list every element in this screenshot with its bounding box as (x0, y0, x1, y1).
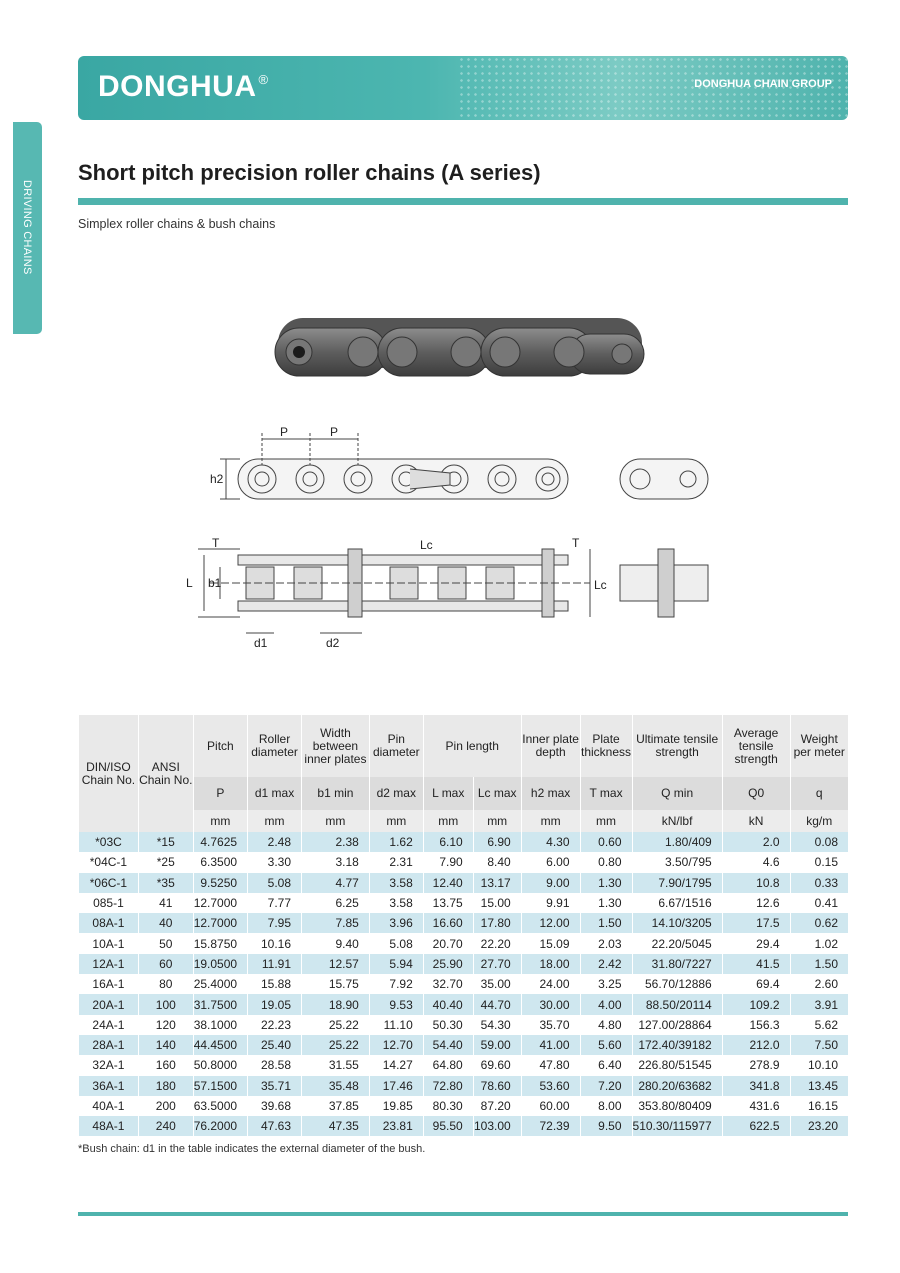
col-roller: Roller diameter (248, 715, 302, 777)
table-cell: 56.70/12886 (632, 974, 722, 994)
dim-label-l: L (186, 576, 193, 590)
table-row (79, 1096, 849, 1116)
table-cell: 80.30 (423, 1096, 473, 1116)
table-cell: 6.67/1516 (632, 893, 722, 913)
table-cell: 2.03 (580, 933, 632, 953)
table-cell: 88.50/20114 (632, 994, 722, 1014)
table-cell: 0.41 (790, 893, 848, 913)
table-cell: 25.4000 (193, 974, 247, 994)
col-uts: Ultimate tensile strength (632, 715, 722, 777)
col-depth: Inner plate depth (521, 715, 580, 777)
unit-cell: mm (473, 810, 521, 832)
table-cell: 3.50/795 (632, 852, 722, 872)
table-cell: 9.53 (369, 994, 423, 1014)
table-cell: 60 (138, 954, 193, 974)
unit-cell: mm (248, 810, 302, 832)
table-cell: 39.68 (248, 1096, 302, 1116)
table-cell: 40.40 (423, 994, 473, 1014)
table-cell: 431.6 (722, 1096, 790, 1116)
table-cell: 5.08 (369, 933, 423, 953)
table-cell: 14.10/3205 (632, 913, 722, 933)
table-cell: 4.6 (722, 852, 790, 872)
table-cell: 1.80/409 (632, 832, 722, 852)
col-ansi: ANSI Chain No. (138, 715, 193, 832)
table-cell: 47.63 (248, 1116, 302, 1136)
table-cell: 11.10 (369, 1015, 423, 1035)
table-cell: 6.3500 (193, 852, 247, 872)
col-din: DIN/ISO Chain No. (79, 715, 139, 832)
table-row (79, 873, 849, 893)
table-cell: 12.70 (369, 1035, 423, 1055)
table-cell: 13.45 (790, 1076, 848, 1096)
dim-label-h2: h2 (210, 472, 224, 486)
table-cell: 20.70 (423, 933, 473, 953)
symbol-cell: b1 min (302, 777, 370, 810)
table-cell: 23.20 (790, 1116, 848, 1136)
table-cell: 24A-1 (79, 1015, 139, 1035)
table-cell: 2.48 (248, 832, 302, 852)
table-cell: 226.80/51545 (632, 1055, 722, 1075)
table-cell: 76.2000 (193, 1116, 247, 1136)
table-cell: 44.70 (473, 994, 521, 1014)
table-cell: 7.85 (302, 913, 370, 933)
table-cell: 3.25 (580, 974, 632, 994)
table-cell: 25.22 (302, 1015, 370, 1035)
dim-label-t: T (572, 536, 580, 550)
table-cell: 40 (138, 913, 193, 933)
dim-label-t: T (212, 536, 220, 550)
table-cell: *15 (138, 832, 193, 852)
table-cell: 341.8 (722, 1076, 790, 1096)
col-avg: Average tensile strength (722, 715, 790, 777)
table-row (79, 1015, 849, 1035)
table-cell: 54.40 (423, 1035, 473, 1055)
table-cell: 25.40 (248, 1035, 302, 1055)
table-row (79, 1116, 849, 1136)
table-row (79, 893, 849, 913)
table-cell: 12.40 (423, 873, 473, 893)
table-cell: 22.20/5045 (632, 933, 722, 953)
page-subtitle: Simplex roller chains & bush chains (78, 217, 276, 231)
col-width: Width between inner plates (302, 715, 370, 777)
unit-cell: mm (193, 810, 247, 832)
table-cell: 13.75 (423, 893, 473, 913)
symbol-cell: Q min (632, 777, 722, 810)
unit-cell: mm (580, 810, 632, 832)
symbol-cell: L max (423, 777, 473, 810)
table-cell: 18.00 (521, 954, 580, 974)
table-cell: 13.17 (473, 873, 521, 893)
table-cell: 7.50 (790, 1035, 848, 1055)
table-cell: 3.58 (369, 873, 423, 893)
table-cell: 50 (138, 933, 193, 953)
table-cell: 22.20 (473, 933, 521, 953)
table-cell: 19.0500 (193, 954, 247, 974)
table-cell: 57.1500 (193, 1076, 247, 1096)
table-cell: 37.85 (302, 1096, 370, 1116)
table-cell: 23.81 (369, 1116, 423, 1136)
table-cell: 7.20 (580, 1076, 632, 1096)
table-cell: 54.30 (473, 1015, 521, 1035)
footnote: *Bush chain: d1 in the table indicates the external diameter of the bush. (78, 1143, 426, 1155)
table-row (79, 1055, 849, 1075)
table-cell: 280.20/63682 (632, 1076, 722, 1096)
unit-row (79, 810, 849, 832)
symbol-cell: Lc max (473, 777, 521, 810)
table-cell: 53.60 (521, 1076, 580, 1096)
table-cell: 1.50 (790, 954, 848, 974)
table-cell: 4.7625 (193, 832, 247, 852)
table-cell: 6.10 (423, 832, 473, 852)
table-cell: 35.71 (248, 1076, 302, 1096)
dim-label-lc: Lc (420, 538, 433, 552)
table-cell: 12.7000 (193, 893, 247, 913)
table-cell: 15.75 (302, 974, 370, 994)
table-cell: 32A-1 (79, 1055, 139, 1075)
table-cell: 11.91 (248, 954, 302, 974)
table-cell: 59.00 (473, 1035, 521, 1055)
table-cell: 156.3 (722, 1015, 790, 1035)
table-cell: 9.00 (521, 873, 580, 893)
table-cell: 25.90 (423, 954, 473, 974)
table-cell: 5.08 (248, 873, 302, 893)
table-cell: 278.9 (722, 1055, 790, 1075)
table-cell: 38.1000 (193, 1015, 247, 1035)
table-cell: 5.60 (580, 1035, 632, 1055)
unit-cell: kg/m (790, 810, 848, 832)
table-cell: 15.00 (473, 893, 521, 913)
table-cell: 240 (138, 1116, 193, 1136)
table-cell: 17.5 (722, 913, 790, 933)
table-cell: 29.4 (722, 933, 790, 953)
table-row (79, 832, 849, 852)
table-cell: *04C-1 (79, 852, 139, 872)
table-cell: 40A-1 (79, 1096, 139, 1116)
table-cell: 3.91 (790, 994, 848, 1014)
table-cell: 31.7500 (193, 994, 247, 1014)
unit-cell: mm (521, 810, 580, 832)
table-cell: 24.00 (521, 974, 580, 994)
dim-label-b1: b1 (208, 576, 222, 590)
table-cell: 353.80/80409 (632, 1096, 722, 1116)
table-cell: 4.77 (302, 873, 370, 893)
table-cell: 12.57 (302, 954, 370, 974)
table-cell: 10.16 (248, 933, 302, 953)
table-row (79, 1035, 849, 1055)
table-row (79, 913, 849, 933)
table-cell: 160 (138, 1055, 193, 1075)
header-banner (78, 56, 848, 120)
table-cell: 7.95 (248, 913, 302, 933)
table-cell: 80 (138, 974, 193, 994)
table-cell: 35.48 (302, 1076, 370, 1096)
symbol-cell: h2 max (521, 777, 580, 810)
table-cell: 69.4 (722, 974, 790, 994)
table-cell: 2.38 (302, 832, 370, 852)
table-cell: 17.46 (369, 1076, 423, 1096)
table-cell: 3.30 (248, 852, 302, 872)
table-cell: 085-1 (79, 893, 139, 913)
table-cell: 16A-1 (79, 974, 139, 994)
table-cell: 3.58 (369, 893, 423, 913)
spec-table (78, 715, 848, 1136)
symbol-cell: d2 max (369, 777, 423, 810)
table-cell: 41.00 (521, 1035, 580, 1055)
table-cell: 08A-1 (79, 913, 139, 933)
table-cell: *35 (138, 873, 193, 893)
table-cell: 28A-1 (79, 1035, 139, 1055)
table-cell: 15.09 (521, 933, 580, 953)
table-cell: 5.94 (369, 954, 423, 974)
table-cell: 19.85 (369, 1096, 423, 1116)
table-cell: 30.00 (521, 994, 580, 1014)
table-cell: 9.40 (302, 933, 370, 953)
table-cell: 9.91 (521, 893, 580, 913)
table-cell: 1.30 (580, 873, 632, 893)
table-cell: 622.5 (722, 1116, 790, 1136)
table-row (79, 974, 849, 994)
table-cell: 60.00 (521, 1096, 580, 1116)
symbol-cell: Q0 (722, 777, 790, 810)
table-cell: 95.50 (423, 1116, 473, 1136)
unit-cell: mm (369, 810, 423, 832)
table-cell: 41 (138, 893, 193, 913)
table-cell: 63.5000 (193, 1096, 247, 1116)
table-cell: 7.90/1795 (632, 873, 722, 893)
table-cell: 35.00 (473, 974, 521, 994)
table-cell: 0.33 (790, 873, 848, 893)
table-cell: 35.70 (521, 1015, 580, 1035)
table-cell: 4.00 (580, 994, 632, 1014)
table-cell: 16.15 (790, 1096, 848, 1116)
table-cell: 0.60 (580, 832, 632, 852)
table-cell: 5.62 (790, 1015, 848, 1035)
table-cell: 64.80 (423, 1055, 473, 1075)
table-cell: 1.02 (790, 933, 848, 953)
table-cell: 12.6 (722, 893, 790, 913)
table-row (79, 1076, 849, 1096)
table-cell: 27.70 (473, 954, 521, 974)
table-cell: 17.80 (473, 913, 521, 933)
table-cell: 16.60 (423, 913, 473, 933)
table-cell: 31.55 (302, 1055, 370, 1075)
table-cell: 20A-1 (79, 994, 139, 1014)
page-title: Short pitch precision roller chains (A series) (78, 160, 541, 185)
table-cell: 28.58 (248, 1055, 302, 1075)
table-cell: 47.35 (302, 1116, 370, 1136)
table-cell: 18.90 (302, 994, 370, 1014)
table-cell: 15.8750 (193, 933, 247, 953)
table-cell: 6.40 (580, 1055, 632, 1075)
table-cell: 510.30/115977 (632, 1116, 722, 1136)
dim-label-p: P (280, 425, 289, 439)
table-cell: 6.90 (473, 832, 521, 852)
chain-photo (270, 312, 650, 382)
symbol-row (79, 777, 849, 810)
table-cell: 2.42 (580, 954, 632, 974)
col-pitch: Pitch (193, 715, 247, 777)
table-row (79, 852, 849, 872)
table-cell: 41.5 (722, 954, 790, 974)
table-cell: 12A-1 (79, 954, 139, 974)
table-cell: 212.0 (722, 1035, 790, 1055)
table-cell: 1.62 (369, 832, 423, 852)
table-cell: 69.60 (473, 1055, 521, 1075)
table-cell: 25.22 (302, 1035, 370, 1055)
table-cell: 14.27 (369, 1055, 423, 1075)
col-pin-diameter: Pin diameter (369, 715, 423, 777)
unit-cell: kN/lbf (632, 810, 722, 832)
dim-label-d1: d1 (254, 636, 268, 650)
table-cell: 50.8000 (193, 1055, 247, 1075)
table-body (79, 832, 849, 1136)
table-cell: 100 (138, 994, 193, 1014)
table-cell: 0.80 (580, 852, 632, 872)
table-cell: 3.18 (302, 852, 370, 872)
table-cell: 19.05 (248, 994, 302, 1014)
col-weight: Weight per meter (790, 715, 848, 777)
table-cell: *03C (79, 832, 139, 852)
table-cell: 172.40/39182 (632, 1035, 722, 1055)
table-row (79, 954, 849, 974)
chain-diagram (180, 425, 720, 655)
table-cell: 200 (138, 1096, 193, 1116)
symbol-cell: q (790, 777, 848, 810)
unit-cell: mm (302, 810, 370, 832)
table-cell: 12.7000 (193, 913, 247, 933)
table-row (79, 933, 849, 953)
table-cell: 2.60 (790, 974, 848, 994)
unit-cell: kN (722, 810, 790, 832)
table-cell: *25 (138, 852, 193, 872)
table-cell: *06C-1 (79, 873, 139, 893)
table-cell: 7.90 (423, 852, 473, 872)
table-cell: 9.50 (580, 1116, 632, 1136)
group-name: DONGHUA CHAIN GROUP (694, 78, 832, 90)
table-cell: 3.96 (369, 913, 423, 933)
table-cell: 9.5250 (193, 873, 247, 893)
col-plate: Plate thickness (580, 715, 632, 777)
table-cell: 180 (138, 1076, 193, 1096)
table-cell: 50.30 (423, 1015, 473, 1035)
table-cell: 4.80 (580, 1015, 632, 1035)
brand-logo: DONGHUA ® (98, 70, 269, 103)
symbol-cell: d1 max (248, 777, 302, 810)
dim-label-lc: Lc (594, 578, 607, 592)
table-cell: 109.2 (722, 994, 790, 1014)
table-cell: 2.0 (722, 832, 790, 852)
symbol-cell: P (193, 777, 247, 810)
table-cell: 31.80/7227 (632, 954, 722, 974)
table-cell: 140 (138, 1035, 193, 1055)
table-cell: 48A-1 (79, 1116, 139, 1136)
table-cell: 0.15 (790, 852, 848, 872)
table-cell: 72.39 (521, 1116, 580, 1136)
dim-label-d2: d2 (326, 636, 340, 650)
table-cell: 10.10 (790, 1055, 848, 1075)
table-cell: 7.77 (248, 893, 302, 913)
table-cell: 1.50 (580, 913, 632, 933)
table-cell: 32.70 (423, 974, 473, 994)
table-cell: 8.40 (473, 852, 521, 872)
table-cell: 1.30 (580, 893, 632, 913)
table-cell: 120 (138, 1015, 193, 1035)
table-cell: 2.31 (369, 852, 423, 872)
table-cell: 10.8 (722, 873, 790, 893)
table-cell: 103.00 (473, 1116, 521, 1136)
table-cell: 44.4500 (193, 1035, 247, 1055)
table-cell: 127.00/28864 (632, 1015, 722, 1035)
table-row (79, 994, 849, 1014)
table-cell: 47.80 (521, 1055, 580, 1075)
table-cell: 15.88 (248, 974, 302, 994)
table-cell: 22.23 (248, 1015, 302, 1035)
unit-cell: mm (423, 810, 473, 832)
table-cell: 10A-1 (79, 933, 139, 953)
table-cell: 7.92 (369, 974, 423, 994)
side-tab: DRIVING CHAINS (13, 122, 42, 334)
table-cell: 0.62 (790, 913, 848, 933)
table-cell: 6.00 (521, 852, 580, 872)
table-cell: 4.30 (521, 832, 580, 852)
table-cell: 12.00 (521, 913, 580, 933)
table-cell: 8.00 (580, 1096, 632, 1116)
dim-label-p: P (330, 425, 339, 439)
table-cell: 0.08 (790, 832, 848, 852)
table-cell: 87.20 (473, 1096, 521, 1116)
table-cell: 6.25 (302, 893, 370, 913)
table-cell: 78.60 (473, 1076, 521, 1096)
symbol-cell: T max (580, 777, 632, 810)
table-cell: 72.80 (423, 1076, 473, 1096)
table-cell: 36A-1 (79, 1076, 139, 1096)
title-rule (78, 198, 848, 205)
bottom-rule (78, 1212, 848, 1216)
col-pin-length: Pin length (423, 715, 521, 777)
